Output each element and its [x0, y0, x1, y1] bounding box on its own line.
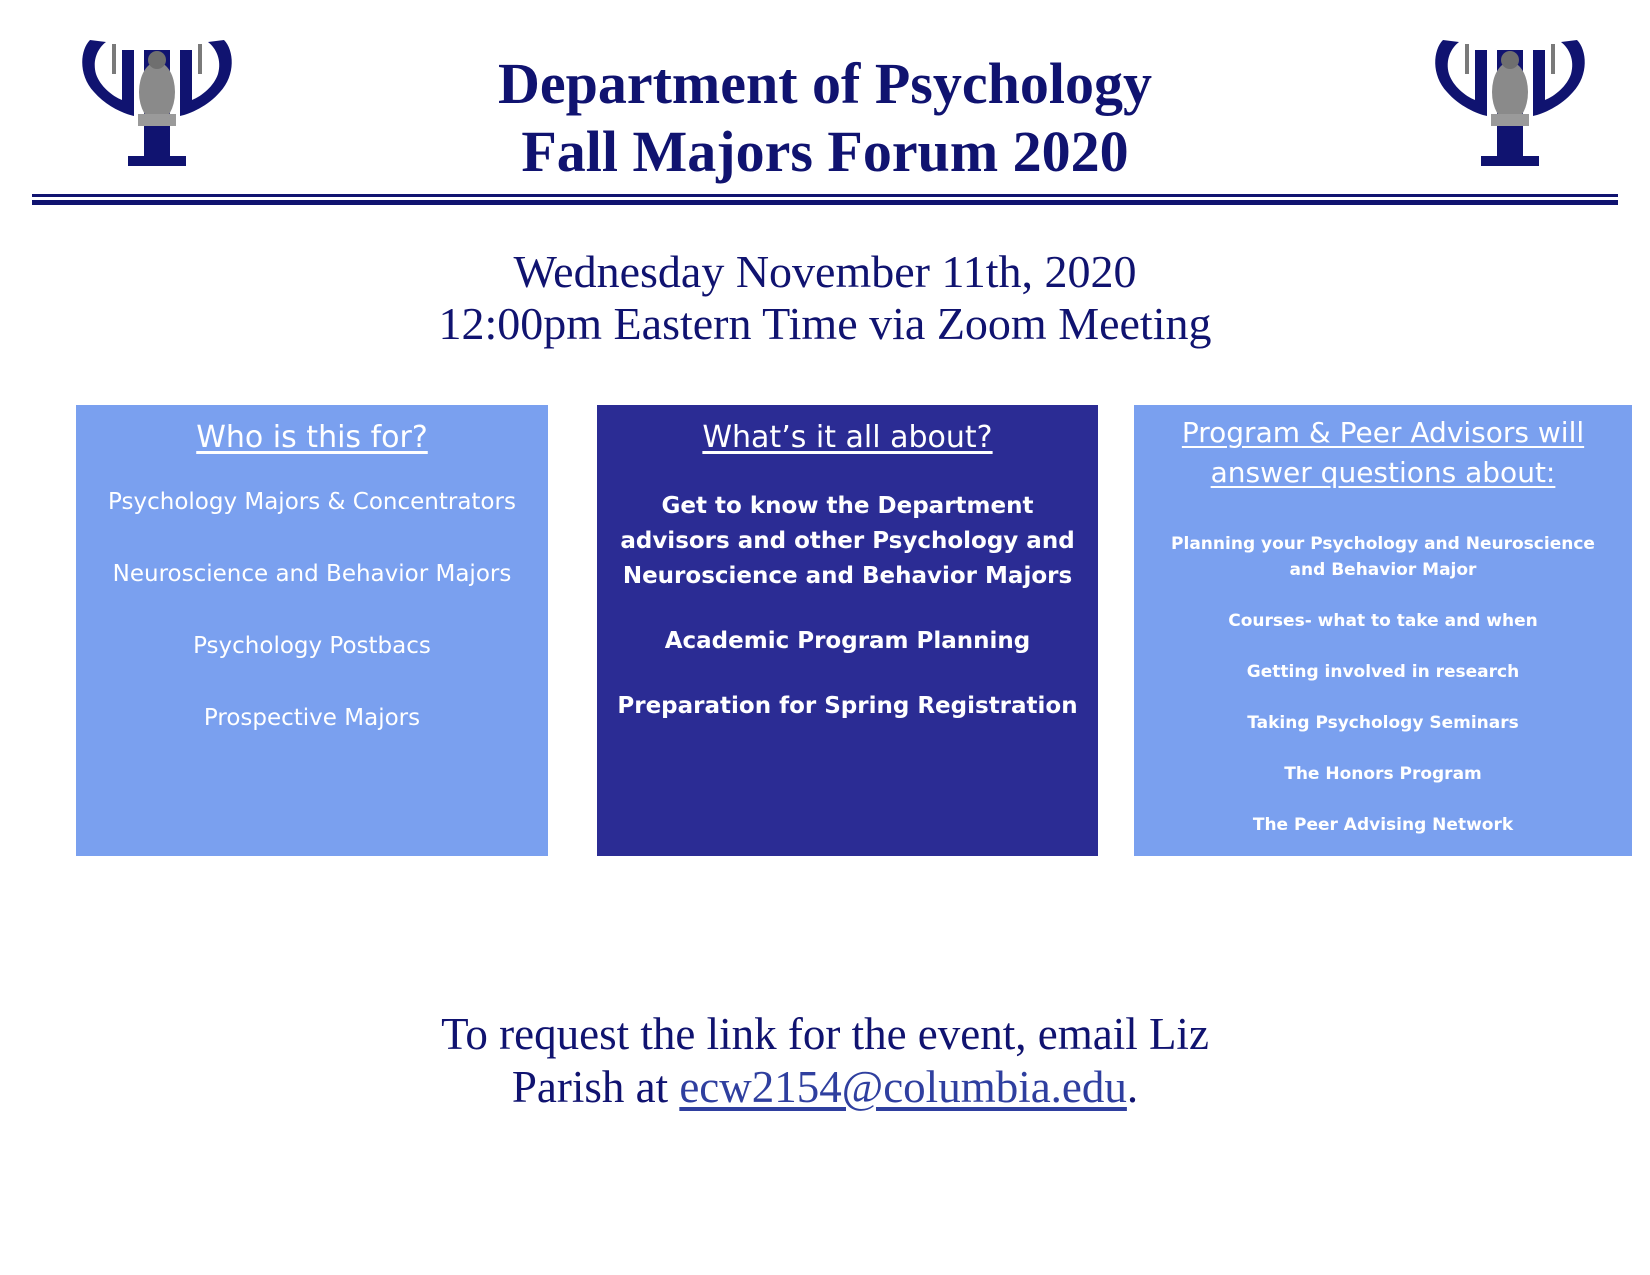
page-title — [0, 50, 1650, 186]
footer-line-1: To request the link for the event, email Liz — [441, 1009, 1209, 1059]
list-item: Taking Psychology Seminars — [1247, 713, 1519, 733]
title-line-2: Fall Majors Forum 2020 — [521, 119, 1129, 184]
event-time: 12:00pm Eastern Time via Zoom Meeting — [438, 298, 1212, 349]
list-item: Getting involved in research — [1246, 662, 1520, 682]
list-item: Preparation for Spring Registration — [617, 693, 1078, 719]
box-heading: What’s it all about? — [702, 420, 993, 455]
list-item: Courses- what to take and when — [1228, 611, 1538, 631]
title-line-1: Department of Psychology — [497, 51, 1152, 116]
list-item: Planning your Psychology and Neuroscience and Behavior Major — [1171, 534, 1595, 580]
footer-line-2 — [0, 1061, 1650, 1114]
list-item: Psychology Majors & Concentrators — [108, 489, 516, 515]
box-whats-it-about — [597, 405, 1098, 856]
email-link[interactable]: ecw2154@columbia.edu — [679, 1062, 1127, 1112]
box-who-is-this-for — [76, 405, 548, 856]
about-list — [597, 489, 1098, 724]
footer-suffix: . — [1126, 1062, 1139, 1112]
list-item: Psychology Postbacs — [193, 633, 431, 659]
header-divider — [32, 194, 1618, 197]
event-info — [0, 246, 1650, 350]
list-item: Academic Program Planning — [664, 628, 1031, 654]
list-item: Get to know the Department advisors and other Psychology and Neuroscience and Behavior Majors — [620, 493, 1075, 589]
box-heading: Who is this for? — [196, 420, 428, 455]
list-item: The Peer Advising Network — [1252, 815, 1514, 835]
topics-list — [1134, 531, 1632, 838]
footer-prefix: Parish at — [511, 1062, 680, 1112]
list-item: Prospective Majors — [203, 705, 421, 731]
box-heading: Program & Peer Advisors will answer questions about: — [1181, 416, 1585, 489]
contact-footer — [0, 1008, 1650, 1114]
box-advisor-topics — [1134, 405, 1632, 856]
audience-list — [76, 487, 548, 733]
list-item: Neuroscience and Behavior Majors — [112, 561, 512, 587]
list-item: The Honors Program — [1284, 764, 1482, 784]
event-date: Wednesday November 11th, 2020 — [513, 246, 1137, 297]
